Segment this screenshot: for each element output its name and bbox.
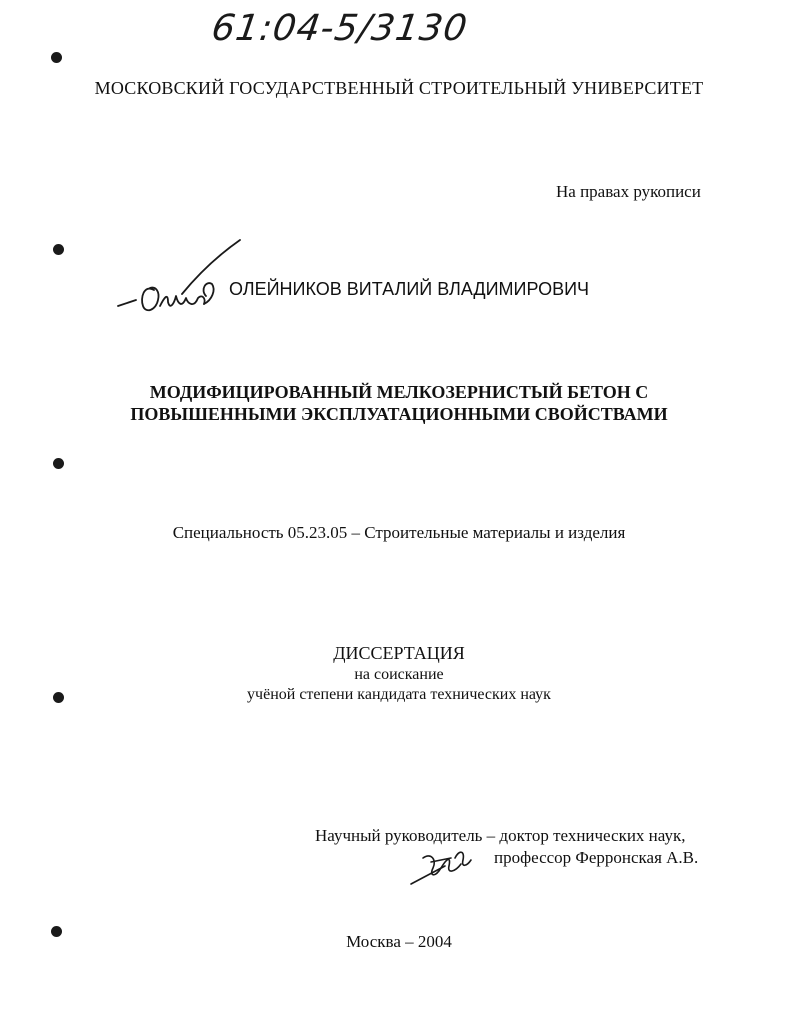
city-year: Москва – 2004 (346, 932, 452, 951)
binding-hole-mark (51, 52, 62, 63)
dissertation-title (0, 381, 798, 425)
supervisor-line-2: профессор Ферронская А.В. (494, 848, 699, 867)
university-name: МОСКОВСКИЙ ГОСУДАРСТВЕННЫЙ СТРОИТЕЛЬНЫЙ УНИВЕРСИТЕТ (94, 78, 704, 98)
rights-note: На правах рукописи (556, 182, 701, 201)
title-line-2: ПОВЫШЕННЫМИ ЭКСПЛУАТАЦИОННЫМИ СВОЙСТВАМИ (130, 404, 668, 424)
dissertation-heading: ДИССЕРТАЦИЯ (333, 643, 465, 663)
specialty: Специальность 05.23.05 – Строительные материалы и изделия (172, 523, 626, 542)
binding-hole-mark (53, 244, 64, 255)
supervisor-line-1: Научный руководитель – доктор технических наук, (315, 826, 686, 845)
title-line-1: МОДИФИЦИРОВАННЫЙ МЕЛКОЗЕРНИСТЫЙ БЕТОН С (149, 382, 649, 402)
dissertation-degree: учёной степени кандидата технических наук (247, 686, 551, 703)
author-name: ОЛЕЙНИКОВ ВИТАЛИЙ ВЛАДИМИРОВИЧ (229, 279, 590, 299)
dissertation-subtitle: на соискание (354, 666, 444, 683)
archive-stamp: 61:04-5/3130 (209, 8, 471, 49)
binding-hole-mark (53, 458, 64, 469)
author-signature (110, 232, 240, 322)
supervisor-signature (405, 838, 480, 890)
